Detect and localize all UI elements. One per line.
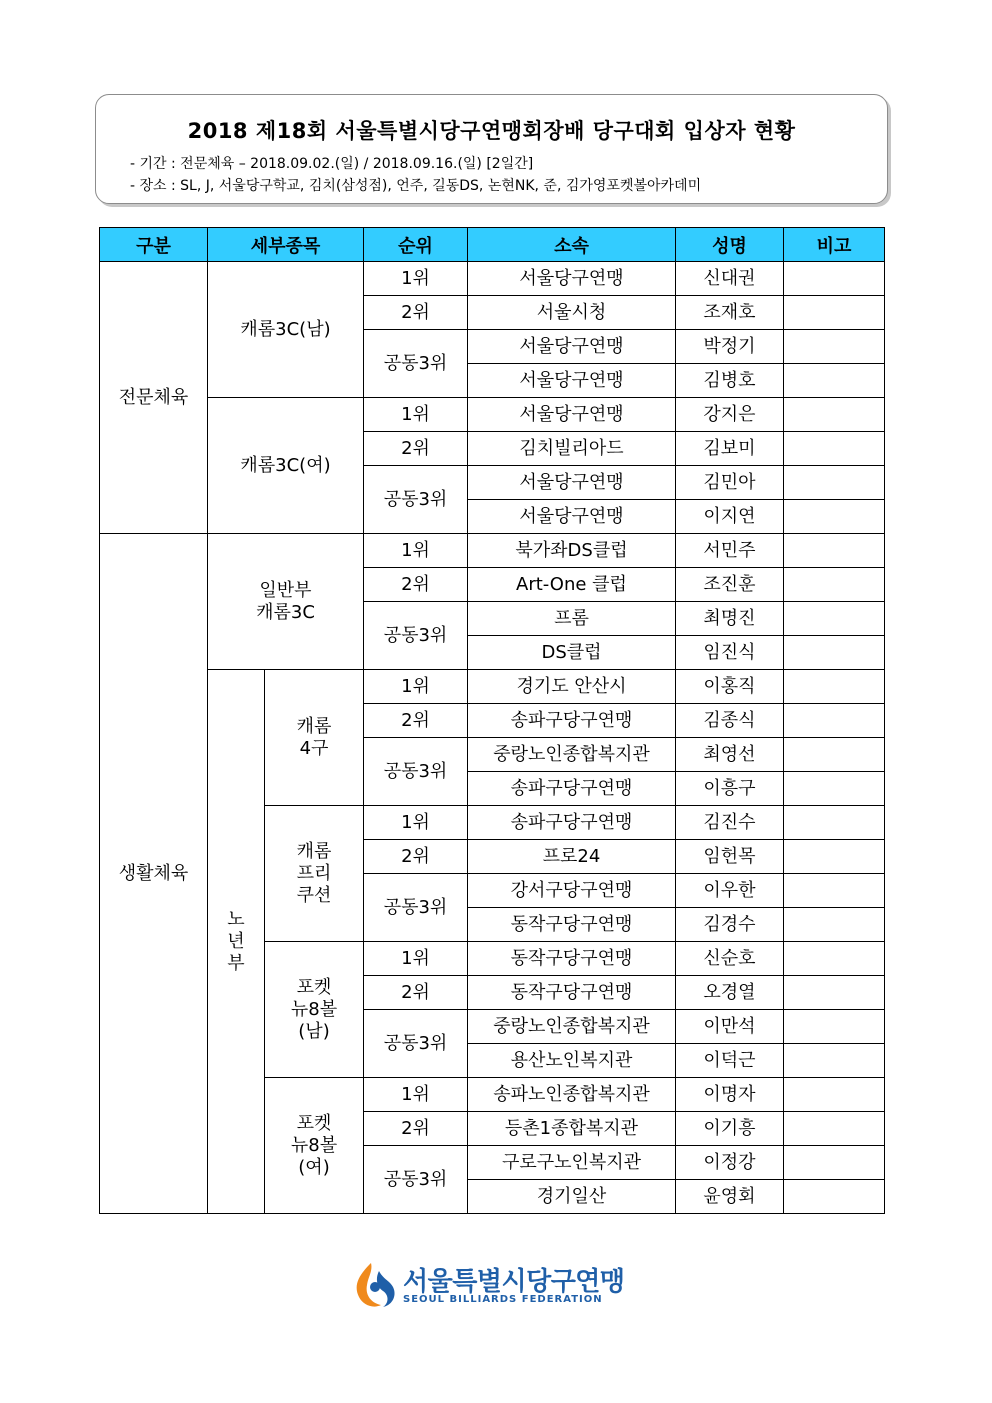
note-cell (784, 602, 885, 636)
rank-cell: 공동3위 (364, 602, 468, 670)
affiliation-cell: 서울시청 (468, 296, 676, 330)
affiliation-cell: 중랑노인종합복지관 (468, 1010, 676, 1044)
note-cell (784, 772, 885, 806)
rank-cell: 1위 (364, 806, 468, 840)
results-table (99, 227, 885, 1214)
affiliation-cell: Art-One 클럽 (468, 568, 676, 602)
name-cell: 이홍직 (676, 670, 784, 704)
rank-cell: 2위 (364, 1112, 468, 1146)
division-cell: 전문체육 (100, 262, 208, 534)
name-cell: 강지은 (676, 398, 784, 432)
name-cell: 이우한 (676, 874, 784, 908)
name-cell: 조재호 (676, 296, 784, 330)
note-cell (784, 1010, 885, 1044)
affiliation-cell: 중랑노인종합복지관 (468, 738, 676, 772)
note-cell (784, 364, 885, 398)
table-row (100, 670, 885, 704)
document-title: 2018 제18회 서울특별시당구연맹회장배 당구대회 입상자 현황 (187, 119, 796, 143)
note-cell (784, 738, 885, 772)
name-cell: 김경수 (676, 908, 784, 942)
note-cell (784, 908, 885, 942)
rank-cell: 공동3위 (364, 466, 468, 534)
note-cell (784, 1044, 885, 1078)
note-cell (784, 942, 885, 976)
name-cell: 이정강 (676, 1146, 784, 1180)
name-cell: 임진식 (676, 636, 784, 670)
affiliation-cell: 경기일산 (468, 1180, 676, 1214)
col-header-note: 비고 (784, 228, 885, 262)
name-cell: 박정기 (676, 330, 784, 364)
affiliation-cell: DS클럽 (468, 636, 676, 670)
name-cell: 김종식 (676, 704, 784, 738)
venue-line: - 장소 : SL, J, 서울당구학교, 김치(삼성점), 언주, 길동DS, 논현NK, 준, 김가영포켓볼아카데미 (130, 178, 702, 194)
affiliation-cell: 구로구노인복지관 (468, 1146, 676, 1180)
table-row (100, 398, 885, 432)
affiliation-cell: 서울당구연맹 (468, 398, 676, 432)
name-cell: 김민아 (676, 466, 784, 500)
period-line: - 기간 : 전문체육 – 2018.09.02.(일) / 2018.09.16.(일) [2일간] (130, 156, 534, 172)
affiliation-cell: 경기도 안산시 (468, 670, 676, 704)
rank-cell: 1위 (364, 262, 468, 296)
affiliation-cell: 동작구당구연맹 (468, 908, 676, 942)
note-cell (784, 262, 885, 296)
rank-cell: 2위 (364, 840, 468, 874)
event-cell: 캐롬 4구 (265, 670, 364, 806)
note-cell (784, 840, 885, 874)
note-cell (784, 432, 885, 466)
event-cell: 포켓 뉴8볼 (남) (265, 942, 364, 1078)
flame-logo-icon (345, 1257, 401, 1313)
name-cell: 오경열 (676, 976, 784, 1010)
affiliation-cell: 서울당구연맹 (468, 262, 676, 296)
event-cell: 포켓 뉴8볼 (여) (265, 1078, 364, 1214)
note-cell (784, 1112, 885, 1146)
note-cell (784, 976, 885, 1010)
event-cell: 캐롬3C(남) (208, 262, 364, 398)
name-cell: 이흥구 (676, 772, 784, 806)
name-cell: 임헌목 (676, 840, 784, 874)
rank-cell: 1위 (364, 398, 468, 432)
name-cell: 이덕근 (676, 1044, 784, 1078)
rank-cell: 1위 (364, 670, 468, 704)
event-cell: 일반부 캐롬3C (208, 534, 364, 670)
note-cell (784, 500, 885, 534)
event-cell: 캐롬3C(여) (208, 398, 364, 534)
note-cell (784, 1180, 885, 1214)
affiliation-cell: 북가좌DS클럽 (468, 534, 676, 568)
name-cell: 이기흥 (676, 1112, 784, 1146)
rank-cell: 1위 (364, 942, 468, 976)
note-cell (784, 398, 885, 432)
name-cell: 최영선 (676, 738, 784, 772)
header-row (100, 228, 885, 262)
logo-name: 서울특별시당구연맹 (403, 1267, 625, 1297)
affiliation-cell: 프롬 (468, 602, 676, 636)
note-cell (784, 636, 885, 670)
note-cell (784, 806, 885, 840)
logo-subtitle: SEOUL BILLIARDS FEDERATION (403, 1294, 603, 1305)
note-cell (784, 1078, 885, 1112)
affiliation-cell: 서울당구연맹 (468, 466, 676, 500)
affiliation-cell: 송파구당구연맹 (468, 704, 676, 738)
rank-cell: 공동3위 (364, 330, 468, 398)
rank-cell: 1위 (364, 1078, 468, 1112)
rank-cell: 2위 (364, 432, 468, 466)
affiliation-cell: 서울당구연맹 (468, 364, 676, 398)
affiliation-cell: 강서구당구연맹 (468, 874, 676, 908)
rank-cell: 2위 (364, 568, 468, 602)
note-cell (784, 670, 885, 704)
name-cell: 이지연 (676, 500, 784, 534)
rank-cell: 공동3위 (364, 874, 468, 942)
division-cell: 생활체육 (100, 534, 208, 1214)
table-row (100, 534, 885, 568)
rank-cell: 1위 (364, 534, 468, 568)
rank-cell: 공동3위 (364, 1010, 468, 1078)
affiliation-cell: 동작구당구연맹 (468, 942, 676, 976)
name-cell: 조진훈 (676, 568, 784, 602)
rank-cell: 2위 (364, 296, 468, 330)
table-row (100, 262, 885, 296)
col-header-affiliation: 소속 (468, 228, 676, 262)
name-cell: 김보미 (676, 432, 784, 466)
rank-cell: 공동3위 (364, 1146, 468, 1214)
affiliation-cell: 서울당구연맹 (468, 500, 676, 534)
note-cell (784, 704, 885, 738)
rank-cell: 공동3위 (364, 738, 468, 806)
affiliation-cell: 프로24 (468, 840, 676, 874)
affiliation-cell: 송파구당구연맹 (468, 806, 676, 840)
name-cell: 김병호 (676, 364, 784, 398)
note-cell (784, 874, 885, 908)
federation-logo (345, 1257, 645, 1313)
affiliation-cell: 등촌1종합복지관 (468, 1112, 676, 1146)
name-cell: 신순호 (676, 942, 784, 976)
col-header-rank: 순위 (364, 228, 468, 262)
affiliation-cell: 용산노인복지관 (468, 1044, 676, 1078)
name-cell: 윤영회 (676, 1180, 784, 1214)
rank-cell: 2위 (364, 976, 468, 1010)
affiliation-cell: 서울당구연맹 (468, 330, 676, 364)
note-cell (784, 1146, 885, 1180)
event-cell: 캐롬 프리 쿠션 (265, 806, 364, 942)
name-cell: 최명진 (676, 602, 784, 636)
note-cell (784, 568, 885, 602)
affiliation-cell: 동작구당구연맹 (468, 976, 676, 1010)
rank-cell: 2위 (364, 704, 468, 738)
name-cell: 서민주 (676, 534, 784, 568)
affiliation-cell: 김치빌리아드 (468, 432, 676, 466)
col-header-name: 성명 (676, 228, 784, 262)
name-cell: 신대권 (676, 262, 784, 296)
note-cell (784, 466, 885, 500)
name-cell: 이명자 (676, 1078, 784, 1112)
senior-division-cell: 노 년 부 (208, 670, 265, 1214)
title-box (95, 94, 888, 204)
note-cell (784, 534, 885, 568)
affiliation-cell: 송파노인종합복지관 (468, 1078, 676, 1112)
note-cell (784, 296, 885, 330)
name-cell: 김진수 (676, 806, 784, 840)
col-header-division: 구분 (100, 228, 208, 262)
note-cell (784, 330, 885, 364)
affiliation-cell: 송파구당구연맹 (468, 772, 676, 806)
col-header-event: 세부종목 (208, 228, 364, 262)
name-cell: 이만석 (676, 1010, 784, 1044)
